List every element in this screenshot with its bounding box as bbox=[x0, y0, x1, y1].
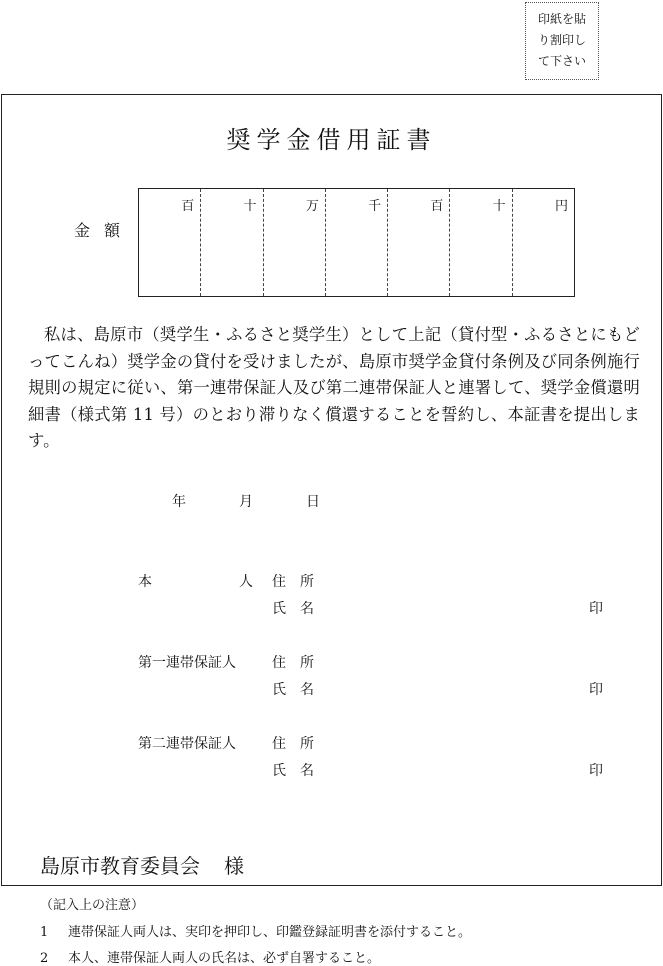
notes-title: （記入上の注意） bbox=[40, 898, 145, 913]
revenue-stamp-box bbox=[525, 2, 599, 80]
pledge-paragraph: 私は、島原市（奨学生・ふるさと奨学生）として上記（貸付型・ふるさとにもどってこんね）奨学金の貸付を受けましたが、島原市奨学金貸付条例及び同条例施行規則の規定に従い、第一連帯保証人及び第二連帯保証人と連署して、奨学金償還明細書（様式第 11 号）のとおり滞りなく償還することを誓約し、本証書を提出します。 bbox=[28, 325, 640, 450]
guarantor1-seal-mark: 印 bbox=[589, 682, 603, 698]
amount-label: 金額 bbox=[74, 221, 135, 240]
date-month-label: 月 bbox=[239, 494, 253, 510]
amount-digit-cell[interactable] bbox=[388, 189, 450, 296]
recipient-line bbox=[40, 850, 244, 879]
note-item bbox=[40, 947, 380, 966]
amount-digit-cell[interactable] bbox=[139, 189, 201, 296]
principal-seal-mark: 印 bbox=[589, 601, 603, 617]
note-text: 本人、連帯保証人両人の氏名は、必ず自署すること。 bbox=[68, 951, 381, 966]
amount-unit-label: 円 bbox=[554, 199, 568, 214]
guarantor2-address-label: 住 所 bbox=[272, 736, 314, 752]
document-title: 奨学金借用証書 bbox=[226, 126, 437, 154]
amount-unit-label: 十 bbox=[243, 199, 257, 214]
guarantor1-name-label: 氏 名 bbox=[272, 682, 314, 698]
recipient-name: 島原市教育委員会 bbox=[40, 854, 200, 878]
amount-unit-label: 千 bbox=[368, 199, 382, 214]
note-text: 連帯保証人両人は、実印を押印し、印鑑登録証明書を添付すること。 bbox=[68, 925, 472, 940]
amount-unit-label: 万 bbox=[305, 199, 319, 214]
principal-label: 人 bbox=[239, 574, 253, 590]
amount-unit-label: 百 bbox=[181, 199, 195, 214]
principal-address-label: 住 所 bbox=[272, 574, 314, 590]
guarantor1-address-label: 住 所 bbox=[272, 655, 314, 671]
amount-field[interactable] bbox=[138, 188, 575, 297]
stamp-instruction-line: り割印し bbox=[537, 33, 586, 47]
principal-label: 本 bbox=[138, 574, 152, 590]
amount-digit-cell[interactable] bbox=[450, 189, 512, 296]
date-day-label: 日 bbox=[306, 494, 320, 510]
amount-digit-cell[interactable] bbox=[513, 189, 574, 296]
amount-digit-cell[interactable] bbox=[264, 189, 326, 296]
amount-digit-cell[interactable] bbox=[201, 189, 263, 296]
note-number: 2 bbox=[40, 951, 49, 966]
amount-digit-cell[interactable] bbox=[326, 189, 388, 296]
amount-unit-label: 十 bbox=[492, 199, 506, 214]
principal-name-label: 氏 名 bbox=[272, 601, 314, 617]
amount-unit-label: 百 bbox=[430, 199, 444, 214]
stamp-instruction-line: て下さい bbox=[537, 54, 586, 68]
guarantor2-label: 第二連帯保証人 bbox=[138, 736, 236, 752]
guarantor2-seal-mark: 印 bbox=[589, 763, 603, 779]
guarantor1-label: 第一連帯保証人 bbox=[138, 655, 236, 671]
note-item bbox=[40, 921, 471, 940]
guarantor2-name-label: 氏 名 bbox=[272, 763, 314, 779]
recipient-honorific: 様 bbox=[224, 854, 244, 878]
stamp-instruction-line: 印紙を貼 bbox=[537, 12, 586, 26]
date-year-label: 年 bbox=[172, 494, 186, 510]
note-number: 1 bbox=[40, 925, 49, 940]
